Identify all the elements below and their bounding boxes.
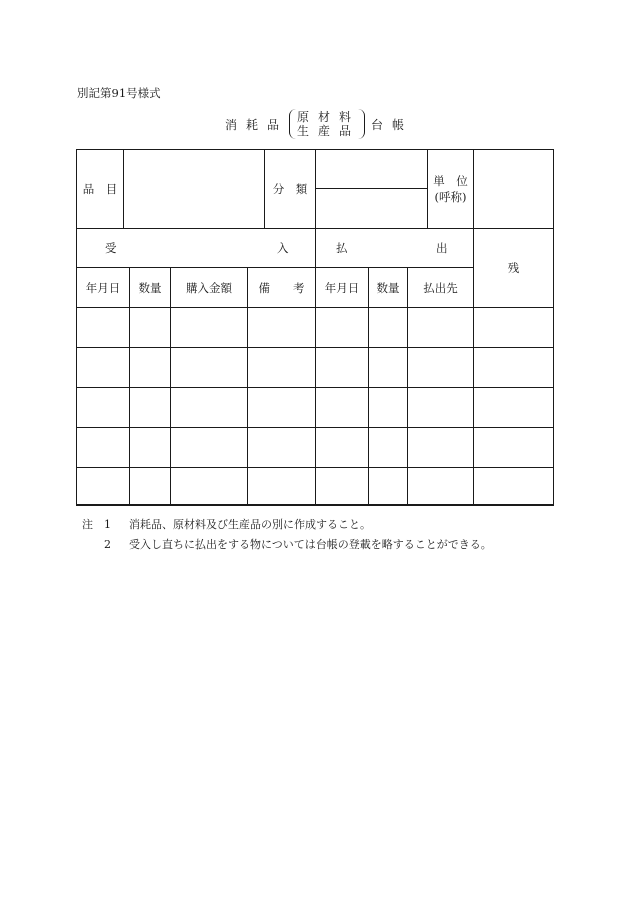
ledger-entry-cell[interactable] (368, 347, 408, 388)
ledger-entry-cell[interactable] (368, 427, 408, 468)
notes (82, 515, 492, 555)
ledger-entry-cell[interactable] (129, 387, 171, 428)
col-header-remarks (247, 267, 316, 308)
ledger-entry-cell[interactable] (368, 387, 408, 428)
unit-value-cell[interactable] (473, 149, 554, 229)
unit-sublabel: (呼称) (434, 190, 467, 204)
ledger-entry-cell[interactable] (247, 347, 316, 388)
unit-label: 単 位 (433, 174, 468, 188)
ledger-entry-cell[interactable] (247, 387, 316, 428)
unit-label-cell (427, 149, 474, 229)
ledger-entry-cell[interactable] (76, 347, 130, 388)
category-label-cell (264, 149, 316, 229)
col-header-purchase-amount (170, 267, 248, 308)
balance-label: 残 (507, 261, 520, 275)
ledger-entry-cell[interactable] (247, 467, 316, 506)
item-label: 品 目 (82, 182, 118, 196)
title-bracket (289, 109, 365, 139)
ledger-table (76, 149, 554, 505)
balance-header-cell (473, 228, 554, 308)
col-label: 備 考 (258, 280, 305, 295)
ledger-entry-cell[interactable] (76, 467, 130, 506)
category-label: 分 類 (272, 182, 308, 196)
ledger-entry-cell[interactable] (129, 427, 171, 468)
ledger-entry-cell[interactable] (129, 347, 171, 388)
notes-label: 注 (82, 518, 93, 531)
col-label: 数量 (376, 280, 400, 295)
category-value-bottom-cell[interactable] (315, 188, 428, 229)
col-label: 年月日 (324, 280, 360, 295)
ledger-entry-cell[interactable] (407, 427, 474, 468)
ledger-entry-cell[interactable] (473, 347, 554, 388)
ledger-entry-cell[interactable] (170, 427, 248, 468)
title-bracket-bottom: 生産品 (297, 124, 361, 138)
ledger-entry-cell[interactable] (129, 307, 171, 348)
receive-header-cell (76, 228, 316, 268)
ledger-entry-cell[interactable] (247, 307, 316, 348)
note-item (82, 535, 492, 555)
note-item (82, 515, 492, 535)
pay-right: 出 (436, 241, 448, 255)
ledger-entry-cell[interactable] (368, 307, 408, 348)
receive-left: 受 (105, 241, 117, 255)
ledger-entry-cell[interactable] (407, 307, 474, 348)
title-suffix: 台帳 (371, 117, 414, 132)
ledger-entry-cell[interactable] (473, 307, 554, 348)
ledger-title (225, 108, 413, 140)
category-value-top-cell[interactable] (315, 149, 428, 189)
col-label: 数量 (138, 280, 162, 295)
ledger-entry-cell[interactable] (247, 427, 316, 468)
ledger-entry-cell[interactable] (129, 467, 171, 506)
receive-right: 入 (277, 241, 289, 255)
ledger-entry-cell[interactable] (170, 467, 248, 506)
ledger-entry-cell[interactable] (170, 347, 248, 388)
col-header-receive-qty (129, 267, 171, 308)
note-text: 受入し直ちに払出をする物については台帳の登載を略することができる。 (129, 538, 492, 551)
ledger-entry-cell[interactable] (315, 427, 369, 468)
ledger-entry-cell[interactable] (407, 467, 474, 506)
ledger-entry-cell[interactable] (473, 427, 554, 468)
ledger-entry-cell[interactable] (473, 387, 554, 428)
note-number: 2 (104, 538, 111, 551)
form-number-label: 別記第91号様式 (77, 86, 161, 100)
title-bracket-top: 原材料 (297, 110, 361, 124)
ledger-entry-cell[interactable] (76, 387, 130, 428)
ledger-entry-cell[interactable] (407, 347, 474, 388)
ledger-entry-cell[interactable] (170, 307, 248, 348)
ledger-entry-cell[interactable] (170, 387, 248, 428)
ledger-entry-cell[interactable] (76, 427, 130, 468)
item-value-cell[interactable] (123, 149, 265, 229)
ledger-entry-cell[interactable] (315, 387, 369, 428)
title-prefix: 消耗品 (225, 117, 289, 132)
note-number: 1 (104, 518, 111, 531)
ledger-entry-cell[interactable] (368, 467, 408, 506)
ledger-entry-cell[interactable] (315, 347, 369, 388)
col-header-pay-date (315, 267, 369, 308)
col-label: 購入金額 (186, 280, 232, 295)
col-header-pay-qty (368, 267, 408, 308)
ledger-entry-cell[interactable] (473, 467, 554, 506)
item-label-cell (76, 149, 124, 229)
col-header-receive-date (76, 267, 130, 308)
ledger-entry-cell[interactable] (76, 307, 130, 348)
col-label: 年月日 (85, 280, 121, 295)
ledger-entry-cell[interactable] (407, 387, 474, 428)
ledger-entry-cell[interactable] (315, 467, 369, 506)
pay-header-cell (315, 228, 474, 268)
pay-left: 払 (336, 241, 348, 255)
col-header-pay-destination (407, 267, 474, 308)
ledger-entry-cell[interactable] (315, 307, 369, 348)
col-label: 払出先 (423, 280, 458, 295)
note-text: 消耗品、原材料及び生産品の別に作成すること。 (129, 518, 371, 531)
